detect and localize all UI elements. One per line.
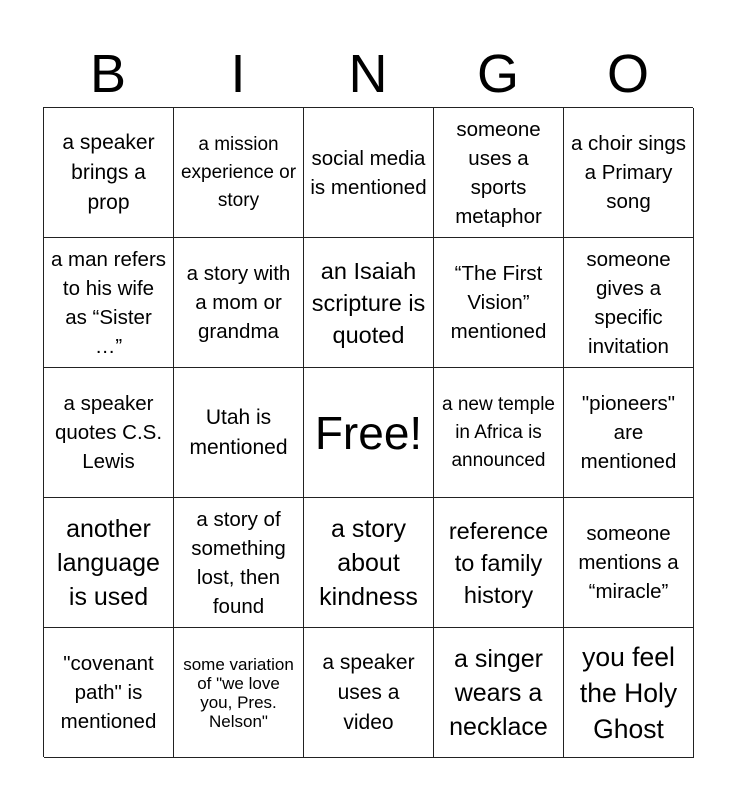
bingo-cell-free[interactable] [304, 368, 434, 498]
bingo-cell-r1-c1[interactable] [44, 108, 174, 238]
cell-text: Utah is mentioned [189, 405, 288, 459]
bingo-cell-r2-c4[interactable] [434, 238, 564, 368]
cell-text: someone mentions a “miracle” [578, 522, 679, 603]
bingo-cell-r1-c4[interactable] [434, 108, 564, 238]
header-letter-b: B [89, 44, 127, 104]
bingo-board [43, 107, 693, 757]
bingo-cell-r1-c5[interactable] [564, 108, 694, 238]
bingo-cell-r5-c5[interactable] [564, 628, 694, 758]
cell-text: a singer wears a necklace [449, 644, 548, 741]
bingo-cell-r4-c2[interactable] [174, 498, 304, 628]
cell-text: some variation of "we love you, Pres. Nelson" [183, 654, 294, 731]
bingo-cell-r1-c2[interactable] [174, 108, 304, 238]
bingo-cell-r5-c4[interactable] [434, 628, 564, 758]
bingo-cell-r1-c3[interactable] [304, 108, 434, 238]
cell-text: reference to family history [448, 517, 549, 608]
header-letter-n: N [348, 44, 388, 104]
bingo-cell-r5-c3[interactable] [304, 628, 434, 758]
cell-text: "covenant path" is mentioned [60, 652, 157, 733]
cell-text: a speaker quotes C.S. Lewis [54, 392, 163, 473]
cell-text: a story about kindness [319, 514, 418, 611]
cell-text: a mission experience or story [180, 133, 297, 211]
cell-text: “The First Vision” mentioned [450, 262, 547, 343]
cell-text: another language is used [57, 514, 160, 611]
bingo-cell-r4-c1[interactable] [44, 498, 174, 628]
cell-text: "pioneers" are mentioned [580, 392, 677, 473]
bingo-cell-r5-c2[interactable] [174, 628, 304, 758]
bingo-cell-r2-c2[interactable] [174, 238, 304, 368]
bingo-cell-r5-c1[interactable] [44, 628, 174, 758]
cell-text: social media is mentioned [310, 146, 427, 199]
bingo-cell-r3-c4[interactable] [434, 368, 564, 498]
bingo-cell-r3-c2[interactable] [174, 368, 304, 498]
cell-text: a choir sings a Primary song [570, 132, 687, 213]
cell-text: a new temple in Africa is announced [441, 393, 555, 471]
bingo-cell-r3-c5[interactable] [564, 368, 694, 498]
bingo-cell-r4-c5[interactable] [564, 498, 694, 628]
cell-text: someone uses a sports metaphor [455, 117, 542, 228]
bingo-cell-r2-c5[interactable] [564, 238, 694, 368]
free-space-text: Free! [314, 406, 423, 459]
cell-text: a speaker brings a prop [62, 130, 155, 214]
bingo-cell-r4-c4[interactable] [434, 498, 564, 628]
cell-text: an Isaiah scripture is quoted [311, 257, 426, 348]
bingo-cell-r3-c1[interactable] [44, 368, 174, 498]
header-letter-g: G [476, 44, 519, 104]
cell-text: a story with a mom or grandma [186, 262, 291, 343]
cell-text: a speaker uses a video [322, 650, 415, 734]
cell-text: a story of something lost, then found [191, 507, 286, 618]
header-letter-i: I [230, 44, 246, 104]
cell-text: you feel the Holy Ghost [579, 641, 678, 744]
bingo-cell-r2-c1[interactable] [44, 238, 174, 368]
bingo-cell-r4-c3[interactable] [304, 498, 434, 628]
bingo-header [43, 42, 693, 106]
cell-text: a man refers to his wife as “Sister …” [50, 247, 167, 358]
bingo-cell-r2-c3[interactable] [304, 238, 434, 368]
header-letter-o: O [606, 44, 649, 104]
cell-text: someone gives a specific invitation [586, 247, 671, 358]
